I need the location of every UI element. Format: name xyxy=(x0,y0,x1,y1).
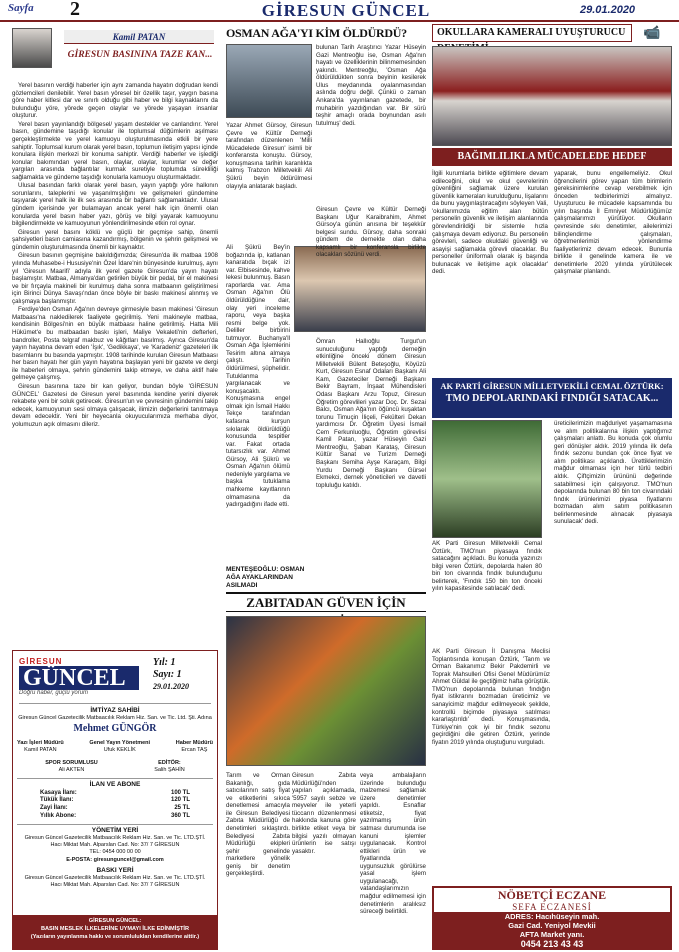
footer-line-2: BASIN MESLEK İLKELERİNE UYMAYI İLKE EDİNMİŞTİR xyxy=(40,925,190,932)
okul-photo xyxy=(432,46,672,146)
print-org: Giresun Güncel Gazetecilik Matbaacılık Reklam Hiz. San. ve Tic. LTD.ŞTİ. xyxy=(24,875,206,882)
cemal-caption: AK Parti Giresun Milletvekili Cemal Öztürk, TMO'nun piyasaya fındık satacağını açıkladı. Bu konuda yazınızı bilgi veren Öztürk, depolarda halen 80 bin ton civarında fındık bulunduğunu belirterek, 'Fındık 150 bin ton önceki yılın kapasitesinde satılacak' dedi. xyxy=(432,540,542,593)
eczane-name: SEFA ECZANESİ xyxy=(434,902,670,912)
editors-row xyxy=(17,740,213,754)
footer-line-3: (Yazıların yayınlanma hakkı ve sorumlulukları kendilerine aittir.) xyxy=(30,933,200,940)
osman-body-mid: bulunan Tarih Araştırıcı Yazar Hüseyin Gazi Mentreoğlu ise, Osman Ağa'nın hayatı ve özelliklerinin bilinmemesinden yakındı. Mentreoğlu, 'Osman Ağa öldürüldükten sonra beyinin kesilerek Ulus meydanında oyalanmasından aslında doğru değil. Çünkü o zaman Ankara'da yayınlanan gazetede, bir muhabirin yazdığından var. Bir sürü teşhir amaçlı orada boynundan asılı tutulmuş' dedi. xyxy=(316,44,426,127)
column-paragraph: Yerel basın yayınlandığı bölgesel/ yaşam destekler ve canlandırır. Yerel basın, gündemine taşıdığı konular ile toplumsal düğümlerin aşılması gerçekleştirmekte ve yerel kamuoyu oluşturulmasında etkili bir yere sahiptir. Toplumsal kurum olarak yerel basın, toplumun iletişim yapısı içinde konulara ilişkin merkezi bir konuma sahiptir. Verdiği haberler ve işlediği konular bakımından yerel basın, olaylar, olaylar, kurumlar ve değer yargıları arasında bağlantılar kurmak suretiyle toplumda sürekliliği sağlamakta ve gündeme taşıdığı konularla kamuoyu oluşturmaktadır. xyxy=(12,120,218,181)
zabita-photo xyxy=(226,616,426,766)
masthead-logo xyxy=(19,657,139,697)
okul-body-2: yaparak, bunu engellemeliyiz. Okul öğrencilerini görev yapan tüm birimlerin gereksinimlerine cevap verebilmek için önceden tedbirlerimizi almalıyız. Uyuşturucu ile mücadele kapsamında bu yılın başında İl Emniyet Müdürlüğümüz çalışmalarımızı yürütüyor. Okulların çevresinde sıkı denetimler, ailelerimizi bilinçlendirme çalışmaları, öğretmenlerimizi yönlendirme faaliyetlerimiz devam edecek. Bununla birlikte il genelinde kamera ile ve denetimlerle 2020 yılında yürütülecek çalışmalar planlandı. xyxy=(554,170,672,276)
editor-2: Haber Müdürü Ercan TAŞ xyxy=(175,739,213,753)
mgmt-org: Giresun Güncel Gazetecilik Matbaacılık Reklam Hiz. San. ve Tic. LTD.ŞTİ. xyxy=(24,835,206,842)
column-paragraph: Giresun basının geçmişine bakıldığımızda; Giresun'da ilk matbaa 1908 yılında Muhasebe-i Hususiye'nin Özel İdare'nin bünyesinde kurulmuş, aynı yıl 'Giresun Maarifi' adıyla ilk yerel gazete Giresun'da yayın hayatı başlamıştır. Matbaa, Almanya'dan getirilen büyük bir pedal, bir el makinesi ve bir fırçayla makineli bir kurulmuş daha sonra matbaanın geliştirilmesi için Birinci Dünya Savaşı'ndan önce böyle bir baskı makinesi alınmış ve çalışmaya başlanmıştır. xyxy=(12,252,218,305)
editor-name: Salih ŞAHİN xyxy=(154,767,185,773)
zabita-body-3: veya ambalajların üzerinde bulunduğu malzemesi sağlamak üzere denetimler yapıldı. Esnaflar etiketsiz, fiyat yazılmamış ürün satması durumunda ise kanuni işlemler uygulanacak. Kontrol ettikleri ürün ve fiyatlarında uygunsuzluk görülürse yasal işlem uygulanacağı, vatandaşlarımızın mağdur edilmemesi için denetimlerin aralıksız süreceği belirtildi. xyxy=(360,772,426,916)
okul-headline: OKULLARA KAMERALI UYUŞTURUCU xyxy=(432,24,632,42)
osman-photo-speaker xyxy=(226,44,312,118)
sport-label: SPOR SORUMLUSU xyxy=(45,759,98,766)
osman-caption: Yazar Ahmet Gürsoy, Giresun Çevre ve Kültür Derneği tarafından düzenlenen 'Milli Mücadelede Giresun' isimli bir konferansta konuştu. Gürsoy, konuşmasına tarihin karanlıkta kalmış Trabzon Milletvekili Ali Şükrü beyin öldürülmesi olayıyla anlatarak başladı. xyxy=(226,122,312,190)
page-label: Sayfa xyxy=(8,2,34,14)
logo-top: GİRESUN xyxy=(19,657,63,666)
osman-headline: OSMAN AĞA'YI KİM ÖLDÜRDÜ? xyxy=(226,26,407,40)
osman-quote: MENTEŞEOĞLU: OSMAN AĞA AYAKLARINDAN ASILMADI xyxy=(226,566,305,589)
eczane-phone: 0454 213 43 43 xyxy=(520,939,584,949)
footer-line-1: GİRESUN GÜNCEL: xyxy=(88,918,142,924)
paper-name: GİRESUN GÜNCEL xyxy=(261,1,431,20)
eczane-address-1: ADRES: Hacıhüseyin mah. xyxy=(504,912,600,921)
mgmt-email: E-POSTA: giresunguncel@gmail.com xyxy=(66,856,164,863)
issue-value: 1 xyxy=(176,669,182,680)
mgmt-title: YÖNETİM YERİ xyxy=(17,824,213,835)
editor-label: EDİTÖR: xyxy=(158,759,181,766)
price-row: Kasaya İlanı: 100 TL xyxy=(40,789,190,796)
osman-body-bottom: Ömran Hallıoğlu Turgut'un sunuculuğunu yaptığı derneğin etkinliğine önceki dönem Giresun Milletvekili Bülent Beteşoğlu, Köyüzü Kurt, Giresun Esnaf Odaları Başkanı Ali Kam, Gazeteciler Derneği Başkanı Bekir Bayram, İnşaat Mühendisleri Odası Başkanı Arzu Topuz, Giresun Öğretim görevlileri yazar Doç. Dr. Sezai Balcı, Osman Ağa'nın öğüncü kuşaktan torunu Timuçin İliçeli, Fekülteri Dekan yardımcısı Dr. Öğretim Üyesi İsmail Cem Ferkunluoğlu, Öğretim görevlisi Kamil Patan, yazar Hüseyin Gazi Mentreoğlu, Şaban Karataş, Giresun Kültür Sanat ve Turizm Derneği Başkanı Semiha Ayşe Karaçam, Bilgi Yurdu Derneği Başkanı Gürsel Ekmekci, dernek yöneticileri ve davetli topluluğu katıldı. xyxy=(316,338,426,489)
owner-org: Giresun Güncel Gazetecilik Matbaacılık Reklam Hiz. San. ve Tic. Ltd. Şti. Adına xyxy=(18,715,212,722)
column-paragraph: Ulusal basından farklı olarak yerel basın, yayın yaptığı yöre halkının sorunlarını, taleplerini ve yaşanılmışlığını ve gelişmeleri gündemine taşıyarak yerel halk ile ilk ses arasında bir bağlantı sağlamaktadır. Ulusal gündem içerisinde yer bulamayan ancak yerel halk için önemli olan konularda yerel basın haber yazı, görüş ve bilgi yayarak kamuoyunu bilgilendirmekte ve kamuoyunun yönlendirilmesinde etkin rol oynar. xyxy=(12,182,218,228)
cemal-body-2: üreticilerimizin mağduriyet yaşamamasına ve alım politikalarına ilişkin yaptığımız çalışmaları anlattı. Bu konuda çok olumlu geri dönüşler aldık. 2019 yılında ilk defa fındık sezonu bundan çok önce fiyat ve alım politikası açıklandı. Ürettiklerimizin mağdur olmaması için her türlü tedbiri aldık. Çiftçimizin ürününü değerinde satabilmesi için çalışıyoruz. TMO'nun depolarında bulunan 80 bin ton civarındaki fındık ürünlerimizi piyasa fiyatlarını bozmadan alım satım politikasının belirlenmesinde alınacak piyasaya sunulacak' dedi. xyxy=(554,420,672,526)
price-row: Tükük İlanı: 120 TL xyxy=(40,797,190,804)
cemal-headline: AK PARTİ GİRESUN MİLLETVEKİLİ CEMAL ÖZTÜRK: xyxy=(440,381,664,391)
owner-name: Mehmet GÜNGÖR xyxy=(73,722,157,734)
author-bar xyxy=(64,30,214,44)
editor-1: Genel Yayın Yönetmeni Ufuk KEKLİK xyxy=(89,739,151,753)
year-value: 1 xyxy=(170,657,176,668)
okul-body-1: İlgili kurumlarla birlikte eğitimlere devam edileceğini, okul ve okul çevrelerinin güvenliğini sağlamak üzere kurulan güvenlik kameraları kurulduğunu, lişalarını da bunu yaygınlaştıracağını söyleyen Vali, 'okullarımızda eğitim alan bütün personelin güvenlik ve iletişim alanlarında görevlendirildiği bir sistemle hızla çalışmaya devam ediyoruz. Bu personelin görevleri, sadece okuldaki güvenliği ve asayişi sağlamakla görevli olacaklar. Bu personeller üniformalı olarak iş başında bulunacak ve iletişime açık olacaklar' dedi. xyxy=(432,170,548,276)
page-number: 2 xyxy=(70,0,80,20)
okul-subheadline: BAĞIMLILIKLA MÜCADELEDE HEDEF OKULLAR xyxy=(432,148,672,166)
column-paragraph: Yerel basının verdiği haberler için aynı zamanda hayatın doğrudan kendi gözlemcileri denilebilir. Yerel basın yöresel bir özellik taşır, yaygın basına göre haber kitlesi dar ve sınırlı olduğu gibi haber ve bilgi kaynaklarını da bulunduğu yöre, yörede geçen olaylar ve yörede yaşayan insanlar oluşturur. xyxy=(12,82,218,120)
print-addr: Hacı Miktat Mah. Alparslan Cad. No: 37/ 7 GİRESUN xyxy=(50,882,180,889)
sport-name: Ali AKTEN xyxy=(58,767,85,773)
column-paragraph: Giresun basınına taze bir kan geliyor, bundan böyle 'GİRESUN GÜNCEL' Gazetesi de Giresun yerel basınında kendine yerini diyerek rekabete yeni bir soluk getirecek. Giresun'un ve çevresinin gündemini takip edecek, kamuoyunun sesi olmaya çalışacak, ilimizin değerlerini tanıtmaya devam edecektir. Yeni bir heyecanla okuyucularımıza merhaba diyor, yolumuzun açık olmasını dileriz. xyxy=(12,382,218,428)
logo-slogan: Doğru haber, güçlü yorum xyxy=(19,690,89,696)
column-paragraph: Ferdiye'den Osman Ağa'nın devreye girmesiyle basın makinesi 'Giresun Matbaası'na nakledilerek faaliyete geçirilmiş. Yeni makineyle matbaa, kendisinin Bölgesi'nin en büyük matbaası haline getirilmiş. Hatta Mili Hükümet'e bu matbaadan baskı işleri, Maliye Vekaleti'nin defterleri, bandroller, Posta telgraf makbuz ve kâğıtları basılmış. Ayrıca Giresun'da yayın hayatına devam eden 'İşık', 'Gedikkaya', ve 'Karadeniz' gazeteleri ilk basımlarını bu basında yapmıştır. 1908 tarihinde kurulan Giresun Matbaası her basın hayatı her gün yayın hayatına başlayan yeni bir gazete ve dergi ile haberleri olmaya, şehrin gündemini takip etmeye, ve daha aktif hale gelmeye çalışmış. xyxy=(12,306,218,382)
owner-title: İMTİYAZ SAHİBİ xyxy=(90,707,140,714)
zabita-headline: ZABITADAN GÜVEN İÇİN xyxy=(226,592,426,612)
masthead-details xyxy=(17,707,213,889)
masthead-footer xyxy=(13,915,217,949)
eczane-address-3: AFTA Market yanı. xyxy=(519,930,585,939)
mgmt-phone: TEL: 0454 000 00 00 xyxy=(89,849,141,856)
header-date: 29.01.2020 xyxy=(580,4,636,16)
year-label: Yıl: xyxy=(153,657,168,668)
author-photo xyxy=(12,28,52,68)
column-paragraph: Giresun yerel basını köklü ve güçlü bir geçmişe sahip, önemli şahsiyetleri basın camiasına kazandırmış, bölgenin ve şehrin gelişmesi ve gündemin oluşturulmasında önemli bir kaynaktır. xyxy=(12,228,218,251)
cemal-photo xyxy=(432,420,542,538)
osman-body-left: Ali Şükrü Bey'in boğazında ip, katlanan kanaratıda bıçak izi var. Elbisesinde, kahve lekesi bulunmuş. Basın raporlarda var. Ama Osman Ağa'nın Ölü öldürüldüğüne dair, olay yeri inceleme raporu, veya başka resmi belge yok. Deliller birbirini tutmuyor. Buchanya'll Osman Ağa İşlemlerini Tesirim altına almaya çalıştı. Tarihin öldürülmesi, şüphelidir. Tutuklanma yargılanacak ve konuşacaktı. Konuşmasına engel olmak için İsmail Hakkı Tekçe tarafından kafasına kurşun sıkılarak öldürüldüğü konusunda tespitler var. Fakat ortada tutarsızlık var. Ahmet Gürsoy, Ali Şükrü ve Osman Ağa'nın ölümü nedeniyle yargılama ve başka tutuklama mahkeme kayıtlarının olmamasına da yadırgadığını ifade etti. xyxy=(226,244,290,509)
zabita-body-1: Tarım ve Orman Bakanlığı, gıda satıcılarının satış fiyat ve etiketlerini sıkıca denetlemesi amacıyla ile Giresun Belediyesi Zabıta Müdürlüğü de denetimleri sıklaştırdı. Belediyesi Zabıta Müdürlüğü ekipleri şehir genelinde marketlere yönelik geniş bir denetim gerçekleştirdi. xyxy=(226,772,290,878)
column-title: GİRESUN BASININA TAZE KAN... xyxy=(67,50,213,60)
osman-body-mid2: Giresun Çevre ve Kültür Derneği Başkanı Uğur Karaibrahim, Ahmet Gürsoy'a günün anısına bir teşekkür belgesi sundu. Gürsoy, daha sonraki gündem de dernekte olan daha kapsamlı bir konferansla birlikte olacakları sözünü verdi. xyxy=(316,206,426,259)
ad-title: İLAN VE ABONE xyxy=(17,778,213,789)
sport-editor-row xyxy=(17,760,213,774)
issue-label: Sayı: xyxy=(153,669,175,680)
masthead-box xyxy=(12,650,218,950)
logo-text: GÜNCEL xyxy=(19,666,139,690)
camera-icon: 📹 xyxy=(643,24,661,40)
cemal-subheadline: TMO DEPOLARINDAKİ FINDIĞI SATACAK... xyxy=(445,393,659,404)
cemal-body: AK Parti Giresun İl Danışma Meclisi Toplantısında konuşan Öztürk, 'Tarım ve Orman Bakanımız Bekir Pakdemirli ve Toprak Mahsulleri Ofisi Genel Müdürümüz Ahmet Güldal ile geçtiğimiz hafta görüştük. TMO'nun depolarında bulunan fındığın fiyat istikrarını bozmadan üreticimiz ve sanayicimiz mağdur edilmeyecek şekilde, kontrollü biçimde piyasaya satılması kararlaştırıldı' dedi. Konuşmasında, Türkiye'nin çok iyi bir fındık sezonu geçirdiğini dile getiren Öztürk, yerinde fiyatın 2019 yılında oluştuğunu vurguladı. xyxy=(432,648,550,746)
print-title: BASKI YERİ xyxy=(96,866,134,874)
issue-date: 29.01.2020 xyxy=(153,682,189,691)
mgmt-addr: Hacı Miktat Mah. Alparslan Cad. No: 37/ 7 GİRESUN xyxy=(50,842,180,849)
zabita-body-2: Giresun Zabıta Müdürlüğü'nden yapılan açıklamada, '5957 sayılı sebze ve meyveler ile yeterli tüccarın düzenlenmesi hakkında kanuna göre birlikte etiket veya bir bilgisi yazılı olmayan ürünlerin ise satışı yasaktır. xyxy=(292,772,356,855)
eczane-title: NÖBETÇİ ECZANE xyxy=(434,888,670,902)
eczane-address-2: Gazi Cad. Yeniyol Mevkii xyxy=(508,921,596,930)
price-row: Zayi İlanı: 25 TL xyxy=(40,805,190,812)
eczane-box xyxy=(432,886,672,950)
column-body xyxy=(12,82,218,630)
price-list xyxy=(40,790,190,821)
cemal-headline-box xyxy=(432,378,672,418)
author-name: Kamil PATAN xyxy=(112,32,166,42)
column-header xyxy=(12,28,218,78)
price-row: Yıllık Abone: 360 TL xyxy=(40,812,190,819)
issue-info xyxy=(153,657,217,693)
editor-0: Yazı İşleri Müdürü Kamil PATAN xyxy=(17,739,64,753)
